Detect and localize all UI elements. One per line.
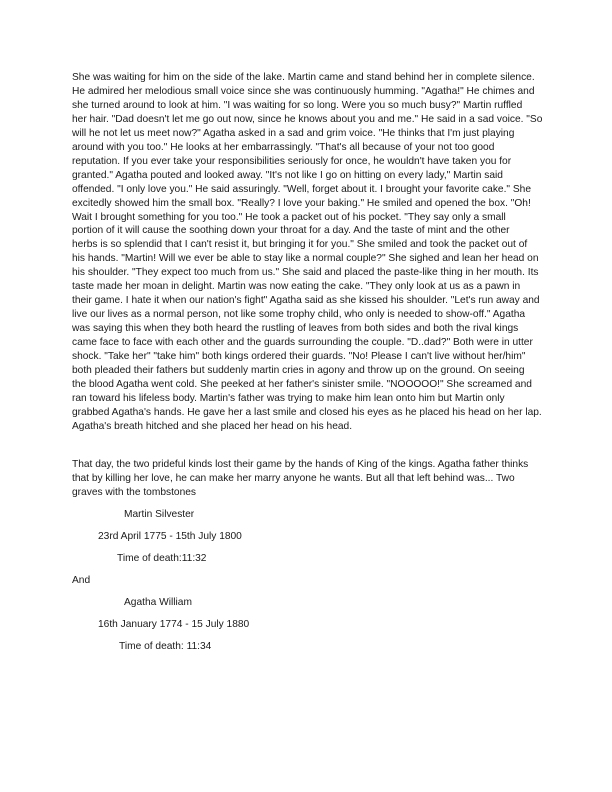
story-paragraph-1 [72,71,552,434]
text-line: the blood Agatha went cold. She peeked at her father's sinister smile. "NOOOOO!" She screamed and [72,378,532,390]
text-line: She was waiting for him on the side of the lake. Martin came and stand behind her in complete silence. [72,72,535,83]
story-paragraph-2 [72,458,552,500]
text-line: was saying this when they both heard the rustling of leaves from both sides and both the rival kings [72,323,519,335]
text-line: their game. I hate it when our nation's fight" Agatha said as she kissed his shoulder. "Let's run away and [72,295,540,307]
text-line: He admired her melodious small voice since she was continuously humming. "Agatha!" He chimes and [72,85,535,97]
text-line: his shoulder. "They expect too much from us." She said and placed the paste-like thing in her mouth. Its [72,267,539,279]
text-line: portion of it will cause the soothing down your throat for a day. And the taste of mint and the other [72,225,510,237]
text-line: Wait I brought something for you too." He took a packet out of his pocket. "They say only a small [72,211,506,223]
text-line: live our lives as a normal person, not like some trophy child, who only is needed to show-off." Agatha [72,309,526,321]
conjunction-text: And [72,575,91,586]
text-line: granted." Agatha pouted and looked away. "It's not like I go on hitting on every lady," Martin said [72,169,503,181]
tombstone-1-time-of-death: Time of death:11:32 [117,553,207,564]
text-line: grabbed Agatha's hands. He gave her a last smile and closed his eyes as he placed his head on her lap. [72,406,542,418]
text-line: his hands. "Martin! Will we ever be able to stay like a normal couple?" She sighed and lean her head on [72,253,539,265]
text-line: will he not let us meet now?" Agatha asked in a sad and grim voice. "He thinks that I'm just playing [72,127,515,139]
text-line: she turned around to look at him. "I was waiting for so long. Were you so much busy?" Martin ruffled [72,99,523,111]
text-line: Agatha's breath hitched and she placed her head on his head. [72,420,353,432]
text-line: that by killing her love, he can make her marry anyone he wants. But all that left behind was... Two [72,472,515,484]
text-line: ran toward his lifeless body. Martin's father was trying to make him lean onto him but Martin only [72,392,505,404]
text-line: reputation. If you ever take your responsibilities seriously for once, he wouldn't have taken you for [72,155,512,167]
text-line: herbs is so splendid that I can't resist it, but bringing it for you." She smiled and took the packet out of [72,239,528,251]
text-line: excitedly showed him the small box. "Really? I love your baking." He smiled and opened the box. "Oh! [72,197,531,209]
text-line: graves with the tombstones [72,486,197,498]
text-line: That day, the two prideful kinds lost their game by the hands of King of the kings. Agatha father thinks [72,459,529,470]
tombstone-1-name: Martin Silvester [124,509,195,520]
text-line: around with you too." He looks at her embarrassingly. "That's all because of your not too good [72,141,495,153]
text-line: taste made her moan in delight. Martin was now eating the cake. "They only look at us as a pawn in [72,281,521,293]
tombstone-2-name: Agatha William [124,597,192,608]
text-line: both pleaded their fathers but suddenly martin cries in agony and throw up on the ground. On seeing [72,365,525,377]
tombstone-1-dates: 23rd April 1775 - 15th July 1800 [98,531,242,542]
tombstone-2-dates: 16th January 1774 - 15 July 1880 [98,619,250,630]
text-line: came face to face with each other and the guards surrounding the couple. "D..dad?" Both were in utter [72,337,533,349]
tombstone-2-time-of-death: Time of death: 11:34 [119,641,212,652]
text-line: shock. "Take her" "take him" both kings ordered their guards. "No! Please I can't live without her/him" [72,351,526,363]
text-line: offended. "I only love you." He said assuringly. "Well, forget about it. I brought your favorite cake." She [72,183,532,195]
text-line: her hair. "Dad doesn't let me go out now, since he knows about you and me." He said in a sad voice. "So [72,113,543,125]
